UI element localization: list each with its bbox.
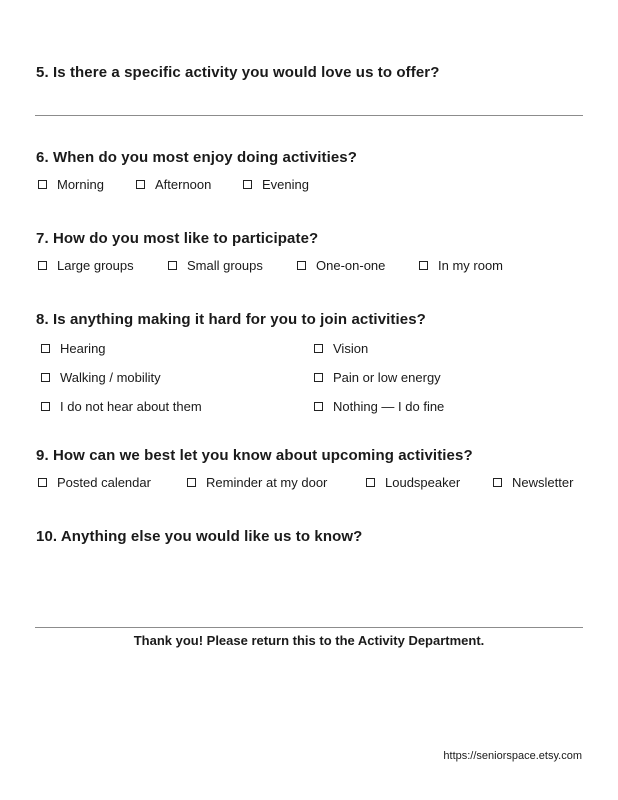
option-large-groups[interactable] (38, 258, 134, 273)
option-label: Small groups (187, 258, 263, 273)
checkbox-icon[interactable] (243, 180, 252, 189)
checkbox-icon[interactable] (41, 402, 50, 411)
checkbox-icon[interactable] (41, 344, 50, 353)
option-label: Loudspeaker (385, 475, 461, 490)
checkbox-icon[interactable] (366, 478, 375, 487)
option-label: Reminder at my door (206, 475, 328, 490)
checkbox-icon[interactable] (38, 180, 47, 189)
option-posted-calendar[interactable] (38, 475, 151, 490)
checkbox-icon[interactable] (419, 261, 428, 270)
option-walking-mobility[interactable] (41, 370, 161, 385)
question-5-title: 5. Is there a specific activity you would love us to offer? (36, 64, 440, 81)
checkbox-icon[interactable] (41, 373, 50, 382)
checkbox-icon[interactable] (38, 478, 47, 487)
option-morning[interactable] (38, 177, 104, 192)
option-reminder-door[interactable] (187, 475, 327, 490)
option-in-my-room[interactable] (419, 258, 503, 273)
option-label: In my room (438, 258, 504, 273)
question-5-answer-line[interactable] (35, 115, 583, 116)
option-label: Walking / mobility (60, 370, 161, 385)
question-10-answer-line[interactable] (35, 627, 583, 628)
checkbox-icon[interactable] (168, 261, 177, 270)
option-label: Vision (333, 341, 369, 356)
option-label: Posted calendar (57, 475, 151, 490)
option-label: Hearing (60, 341, 106, 356)
option-pain-low-energy[interactable] (314, 370, 441, 385)
option-label: One-on-one (316, 258, 386, 273)
checkbox-icon[interactable] (314, 344, 323, 353)
option-label: Afternoon (155, 177, 212, 192)
option-label: Newsletter (512, 475, 574, 490)
question-6-title: 6. When do you most enjoy doing activities? (36, 149, 357, 166)
checkbox-icon[interactable] (297, 261, 306, 270)
option-label: I do not hear about them (60, 399, 202, 414)
option-loudspeaker[interactable] (366, 475, 460, 490)
option-label: Pain or low energy (333, 370, 441, 385)
thank-you-note: Thank you! Please return this to the Activity Department. (133, 633, 485, 648)
option-label: Morning (57, 177, 104, 192)
checkbox-icon[interactable] (187, 478, 196, 487)
question-8-title: 8. Is anything making it hard for you to join activities? (36, 311, 426, 328)
option-newsletter[interactable] (493, 475, 573, 490)
option-evening[interactable] (243, 177, 309, 192)
checkbox-icon[interactable] (314, 402, 323, 411)
option-vision[interactable] (314, 341, 368, 356)
shop-url: https://seniorspace.etsy.com (443, 750, 582, 762)
checkbox-icon[interactable] (136, 180, 145, 189)
option-small-groups[interactable] (168, 258, 263, 273)
option-label: Evening (262, 177, 309, 192)
checkbox-icon[interactable] (38, 261, 47, 270)
option-label: Nothing — I do fine (333, 399, 445, 414)
option-one-on-one[interactable] (297, 258, 385, 273)
question-9-title: 9. How can we best let you know about upcoming activities? (36, 447, 473, 464)
option-do-not-hear[interactable] (41, 399, 202, 414)
question-7-title: 7. How do you most like to participate? (36, 230, 319, 247)
option-hearing[interactable] (41, 341, 106, 356)
option-label: Large groups (57, 258, 134, 273)
option-afternoon[interactable] (136, 177, 211, 192)
checkbox-icon[interactable] (493, 478, 502, 487)
checkbox-icon[interactable] (314, 373, 323, 382)
question-10-title: 10. Anything else you would like us to know? (36, 528, 363, 545)
option-nothing[interactable] (314, 399, 444, 414)
